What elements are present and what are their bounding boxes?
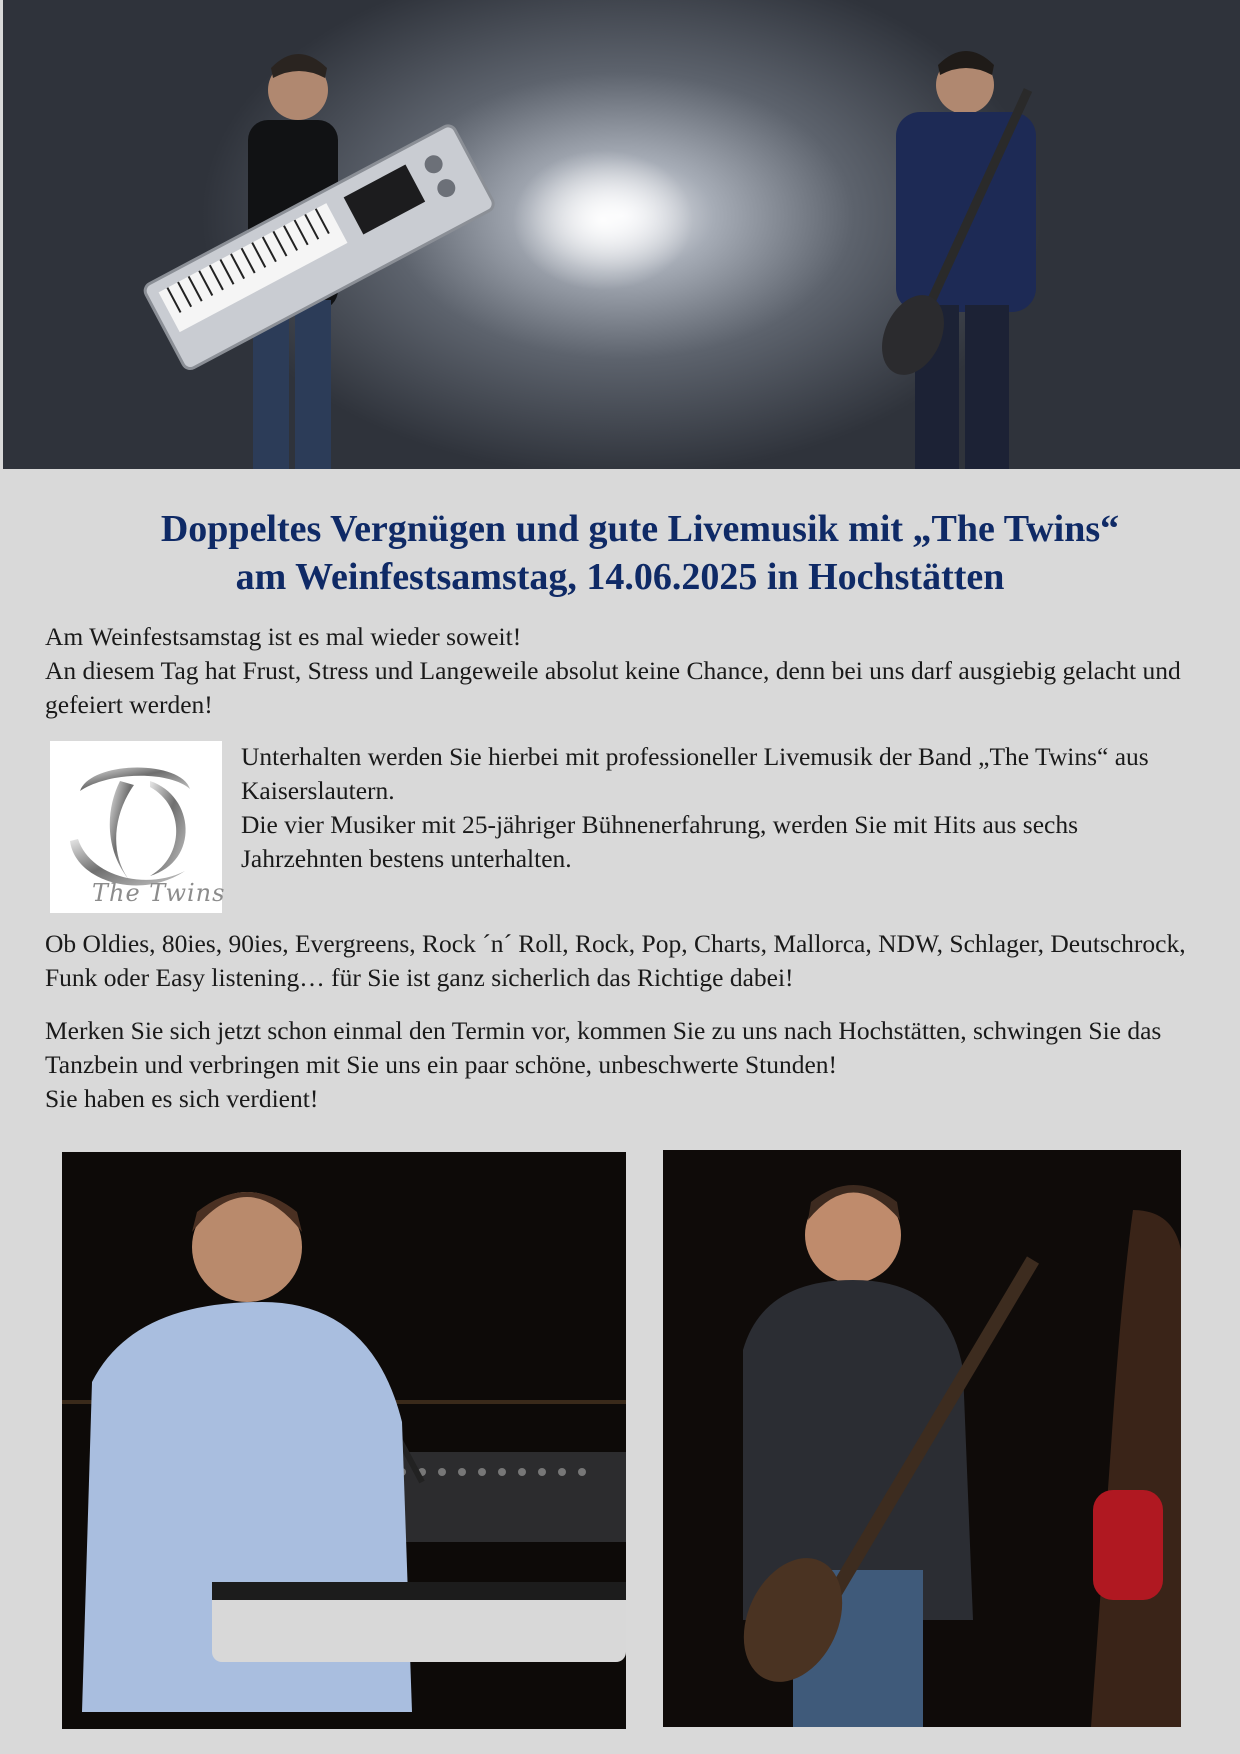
keyboard-player-illustration: [62, 1152, 626, 1729]
keyboard-player-photo: [62, 1152, 626, 1729]
keyboard-player-figure: [142, 54, 496, 469]
band-line-2: Kaiserslautern.: [241, 776, 395, 805]
band-logo: [50, 741, 226, 913]
hero-photo: [3, 0, 1240, 469]
band-paragraph: [241, 740, 1161, 876]
headline-line-1: Doppeltes Vergnügen und gute Livemusik mit „The Twins“: [160, 508, 1120, 550]
band-line-3: Die vier Musiker mit 25-jähriger Bühnenerfahrung, werden Sie mit Hits aus sechs Jahrzehnten bestens unterhalten.: [241, 810, 1079, 873]
intro-line-1: Am Weinfestsamstag ist es mal wieder soweit!: [45, 622, 522, 651]
hero-illustration: [3, 0, 1240, 469]
closing-line-2: Sie haben es sich verdient!: [45, 1084, 319, 1113]
closing-line-1: Merken Sie sich jetzt schon einmal den Termin vor, kommen Sie zu uns nach Hochstätten, schwingen Sie das Tanzbein und verbringen mit Sie uns ein paar schöne, unbeschwerte Stunden!: [45, 1016, 1162, 1079]
closing-paragraph: [45, 1014, 1215, 1116]
band-logo-text: The Twins: [92, 879, 226, 907]
band-line-1: Unterhalten werden Sie hierbei mit professioneller Livemusik der Band „The Twins“ aus: [241, 742, 1149, 771]
genres-paragraph: Ob Oldies, 80ies, 90ies, Evergreens, Rock ´n´ Roll, Rock, Pop, Charts, Mallorca, NDW, Schlager, Deutschrock, Funk oder Easy listening… für Sie ist ganz sicherlich das Richtige dabei!: [45, 929, 1186, 992]
intro-paragraph: [45, 620, 1215, 722]
headline: [0, 505, 1240, 601]
intro-line-2: An diesem Tag hat Frust, Stress und Langeweile absolut keine Chance, denn bei uns darf ausgiebig gelacht und gefeiert werden!: [45, 656, 1181, 719]
bass-player-illustration: [663, 1150, 1181, 1727]
bass-player-figure: [870, 51, 1036, 469]
headline-line-2: am Weinfestsamstag, 14.06.2025 in Hochstätten: [235, 556, 1005, 598]
bass-player-photo: [663, 1150, 1181, 1727]
